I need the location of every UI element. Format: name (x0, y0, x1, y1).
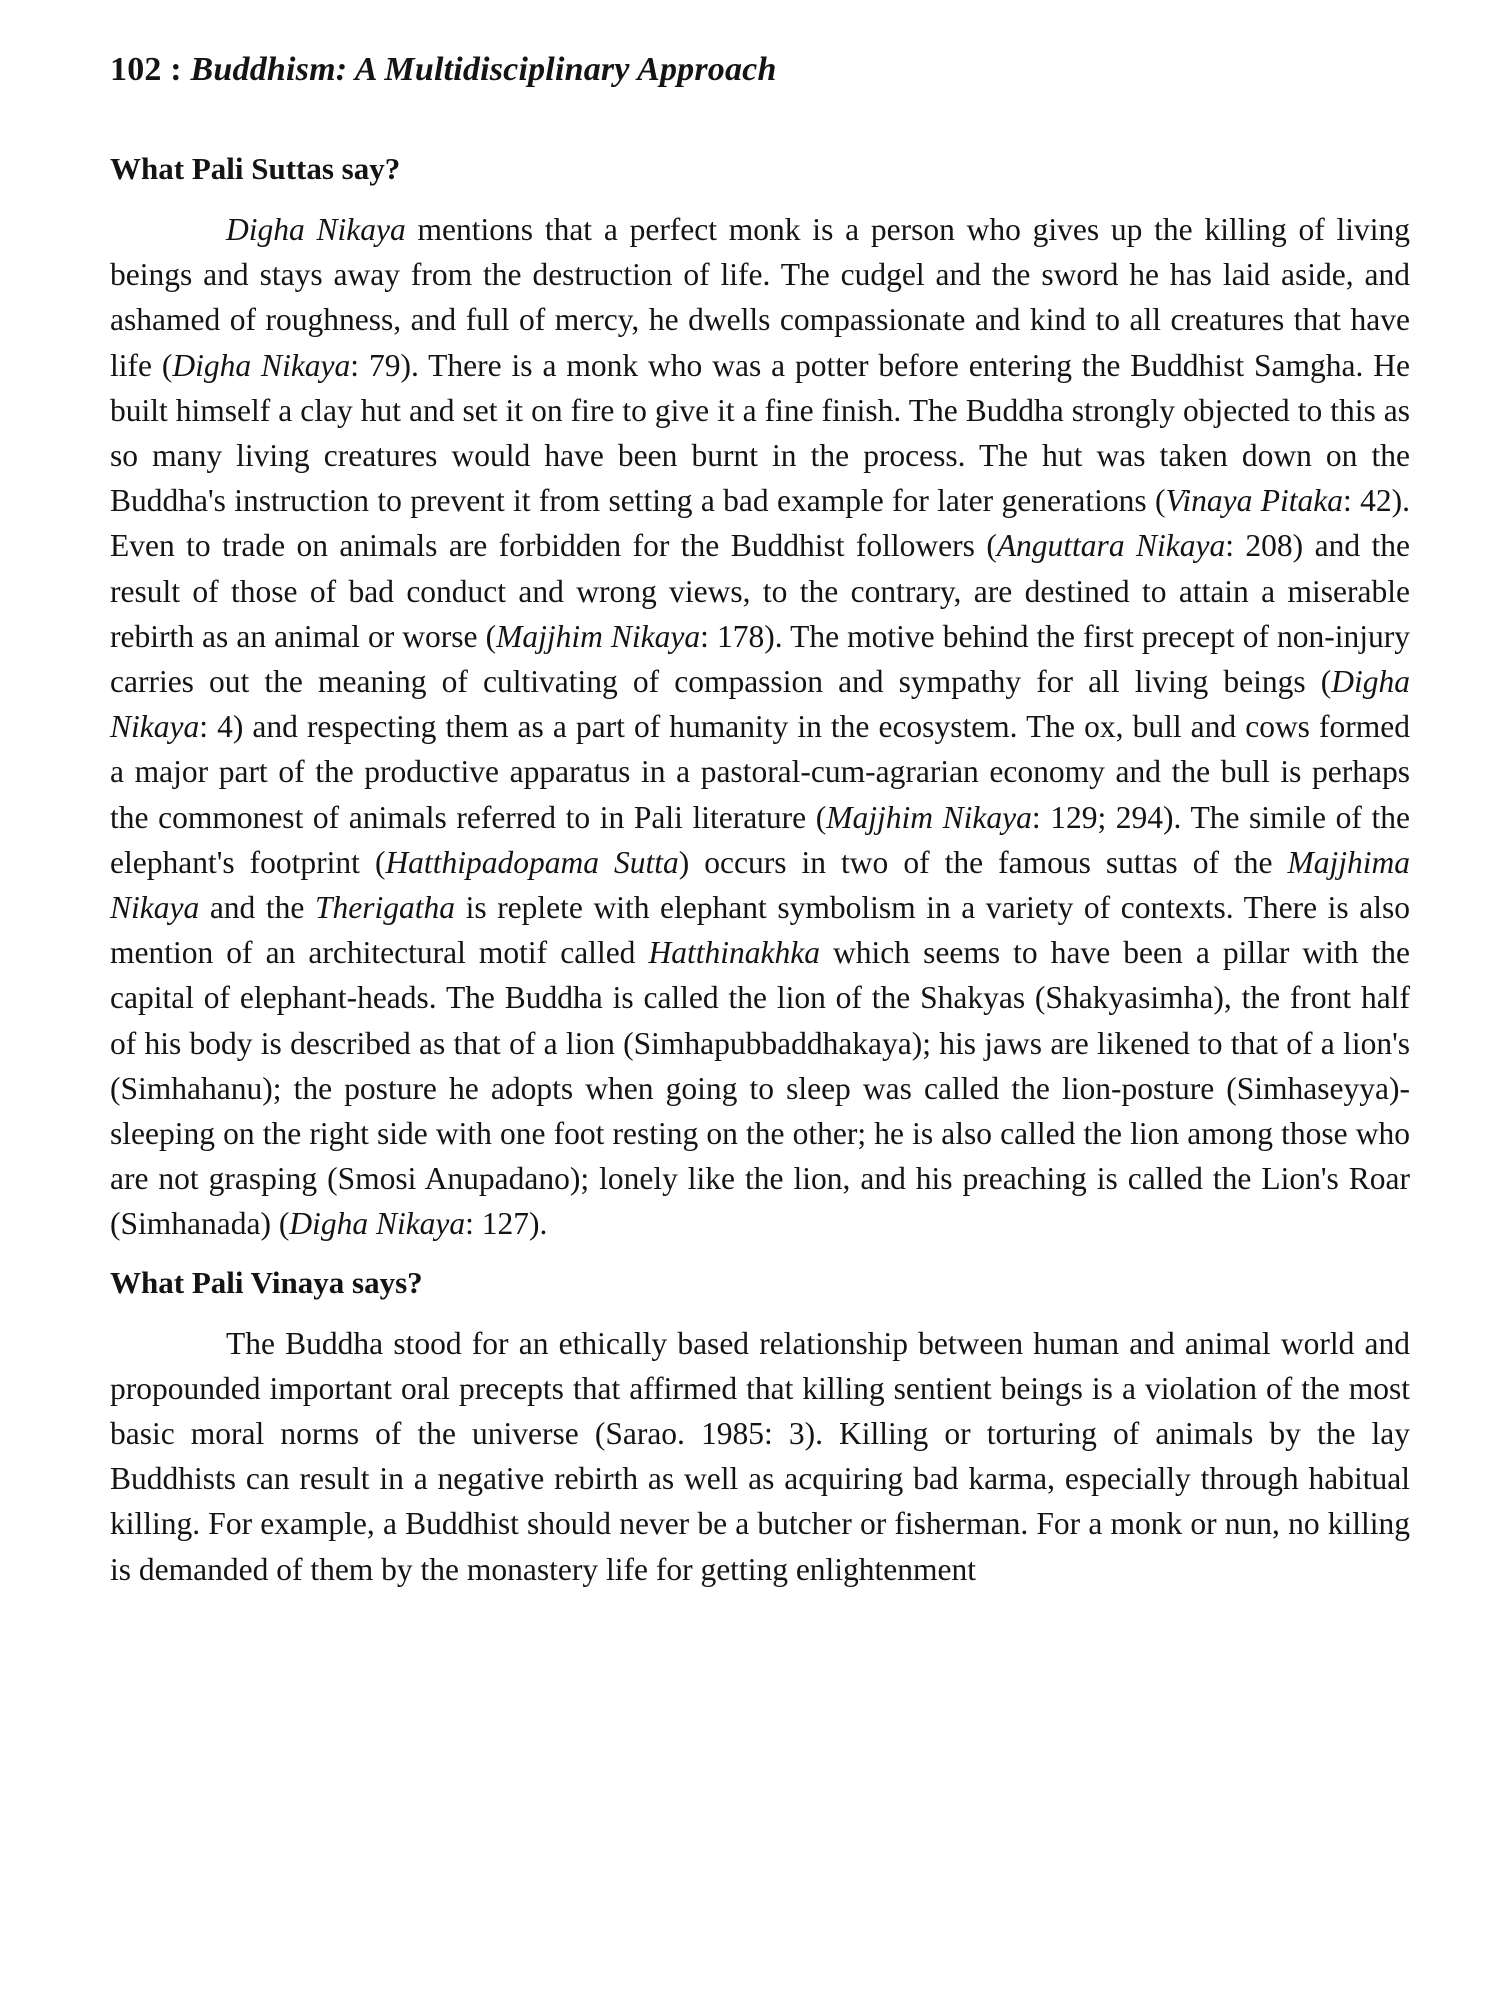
section-paragraph: The Buddha stood for an ethically based relationship between human and animal world and propounded important oral precepts that affirmed that killing sentient beings is a violation of the most basic moral norms of the universe (Sarao. 1985: 3). Killing or torturing of animals by the lay Buddhists can result in a negative rebirth as well as acquiring bad karma, especially through habitual killing. For example, a Buddhist should never be a butcher or fisherman. For a monk or nun, no killing is demanded of them by the monastery life for getting enlightenment (110, 1325, 1410, 1587)
book-title: Buddhism: A Multidisciplinary Approach (190, 51, 777, 88)
page-number: 102 : (110, 51, 182, 88)
running-head (110, 48, 1410, 92)
section-pali-suttas (110, 149, 1410, 1247)
section-paragraph: Digha Nikaya mentions that a perfect monk is a person who gives up the killing of living beings and stays away from the destruction of life. The cudgel and the sword he has laid aside, and ashamed of roughness, and full of mercy, he dwells compassionate and kind to all creatures that have life (Digha Nikaya: 79). There is a monk who was a potter before entering the Buddhist Samgha. He built himself a clay hut and set it on fire to give it a fine finish. The Buddha strongly objected to this as so many living creatures would have been burnt in the process. The hut was taken down on the Buddha's instruction to prevent it from setting a bad example for later generations (Vinaya Pitaka: 42). Even to trade on animals are forbidden for the Buddhist followers (Anguttara Nikaya: 208) and the result of those of bad conduct and wrong views, to the contrary, are destined to attain a miserable rebirth as an animal or worse (Majjhim Nikaya: 178). The motive behind the first precept of non-injury carries out the meaning of cultivating of compassion and sympathy for all living beings (Digha Nikaya: 4) and respecting them as a part of humanity in the ecosystem. The ox, bull and cows formed a major part of the productive apparatus in a pastoral-cum-agrarian economy and the bull is perhaps the commonest of animals referred to in Pali literature (Majjhim Nikaya: 129; 294). The simile of the elephant's footprint (Hatthipadopama Sutta) occurs in two of the famous suttas of the Majjhima Nikaya and the Therigatha is replete with elephant symbolism in a variety of contexts. There is also mention of an architectural motif called Hatthinakhka which seems to have been a pillar with the capital of elephant-heads. The Buddha is called the lion of the Shakyas (Shakyasimha), the front half of his body is described as that of a lion (Simhapubbaddhakaya); his jaws are likened to that of a lion's (Simhahanu); the posture he adopts when going to sleep was called the lion-posture (Simhaseyya)-sleeping on the right side with one foot resting on the other; he is also called the lion among those who are not grasping (Smosi Anupadano); lonely like the lion, and his preaching is called the Lion's Roar (Simhanada) (Digha Nikaya: 127). (110, 212, 1411, 1242)
section-heading: What Pali Vinaya says? (110, 1264, 423, 1300)
section-heading: What Pali Suttas say? (110, 151, 401, 186)
section-pali-vinaya (110, 1263, 1410, 1592)
book-page (110, 48, 1410, 1608)
